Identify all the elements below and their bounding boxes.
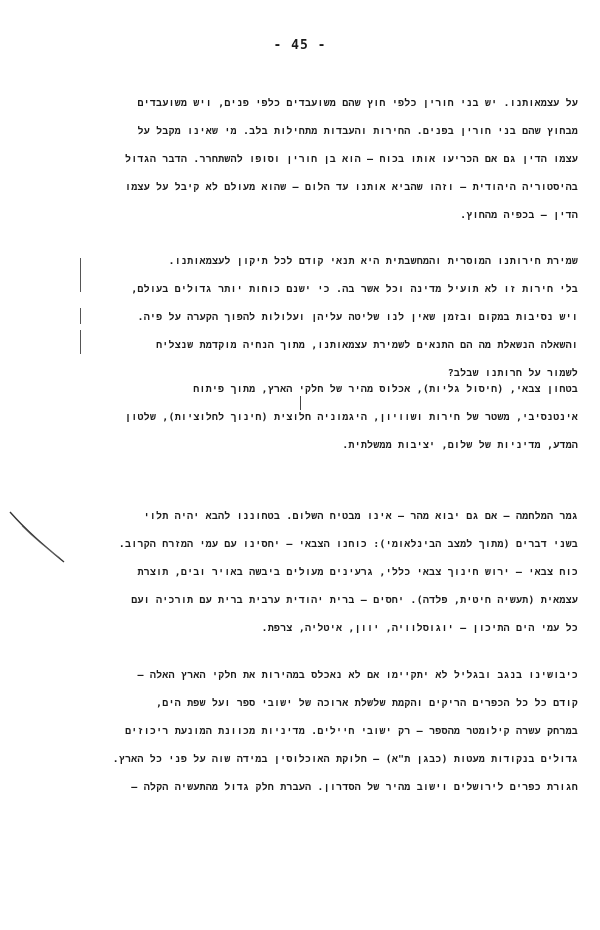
page-number: - 45 - [273,38,327,53]
margin-mark [80,308,81,324]
margin-mark [80,258,81,292]
text-line: כוח צבאי – ירוש חינוך צבאי כללי, גרעינים מעולים ביבשה באויר ובים, תוצרת [137,567,578,578]
text-line: הדין – בכפיה מהחוץ. [460,210,578,221]
text-line: עצמו הדין גם אם הכריעו אותו בכוח – הוא בן חורין וסופו להשתחרר. הדבר הגדול [125,154,578,165]
text-line: מבחוץ שהם בני חורין בפנים. החירות והעבדות מתחילות בלב. מי שאינו מקבל על [137,126,578,137]
text-line: במרחק עשרה קילומטר מהספר – רק ישובי חיילים. מדיניות מכוונת המונעת ריכוזים [125,726,578,737]
paragraph-5 [40,662,578,802]
text-line: המדע, מדיניות של שלום, יציבות ממשלתית. [342,440,578,451]
text-line: לשמור על חרותנו שבלב? [447,368,578,379]
text-line: על עצמאותנו. יש בני חורין כלפי חוץ שהם משועבדים כלפי פנים, ויש משועבדים [137,98,578,109]
text-line: בהיסטוריה היהודית – וזהו שהביא אותנו עד הלום – שהוא מעולם לא קיבל על עצמו [125,182,578,193]
paragraph-3 [40,376,578,460]
text-line: קודם כל כל הכפרים הריקים והקמת שלשלת ארוכה של ישובי ספר ועל שפת הים, [156,698,578,709]
margin-mark [80,330,81,354]
text-line: בלי חירות זו לא תועיל מדינה וכל אשר בה. כי ישנם כוחות יותר גדולים בעולם, [131,284,578,295]
text-line: ויש נסיבות במקום ובזמן שאין לנו שליטה עליהן ועלולות להפוך הקערה על פיה. [137,312,578,323]
text-line: כל עמי הים התיכון – יוגוסלוויה, יוון, איטליה, צרפת. [261,623,578,634]
text-line: חגורת כפרים לירושלים וישוב מהיר של הסדרון. העברת חלק גדול מהתעשיה הקלה – [131,782,578,793]
text-line: גדולים בנקודות מעטות (כבגן ת"א) – חלוקת האוכלוסין במידה שוה על פני כל הארץ. [112,754,578,765]
text-line: בשני דברים (מתוך למצב הבינלאומי): כוחנו הצבאי – יחסינו עם עמי המזרח הקרוב. [118,539,578,550]
text-line: שמירת חירותנו המוסרית והמחשבתית היא תנאי קודם לכל תיקון לעצמאותנו. [168,256,578,267]
text-line: עצמאית (תעשיה חיטית, פלדה). יחסים – ברית יהודית ערבית ברית עם תורכיה ועם [131,595,578,606]
pencil-tick-mark [300,396,301,410]
text-line: גמר המלחמה – אם גם יבוא מהר – אינו מבטיח השלום. בטחוננו להבא יהיה תלוי [143,511,578,522]
text-line: כיבושינו בנגב ובגליל לא יתקיימו אם לא נאכלס במהירות את חלקי הארץ האלה – [137,670,578,681]
text-line: בטחון צבאי, (חיסול גליות), אכלוס מהיר של חלקי הארץ, מתוך פיתוח [193,384,578,395]
text-line: והשאלה הנשאלת מה הם התנאים לשמירת עצמאותנו, מתוך הנחיה מוקדמת שנצליח [156,340,578,351]
paragraph-1 [40,90,578,230]
text-line: אינטנסיבי, משטר של חירות ושוויון, היגמוניה חלוצית (חינוך לחלוציות), שלטון [125,412,578,423]
paragraph-2 [40,248,578,388]
pen-stroke-mark [8,508,68,568]
paragraph-4 [40,503,578,643]
